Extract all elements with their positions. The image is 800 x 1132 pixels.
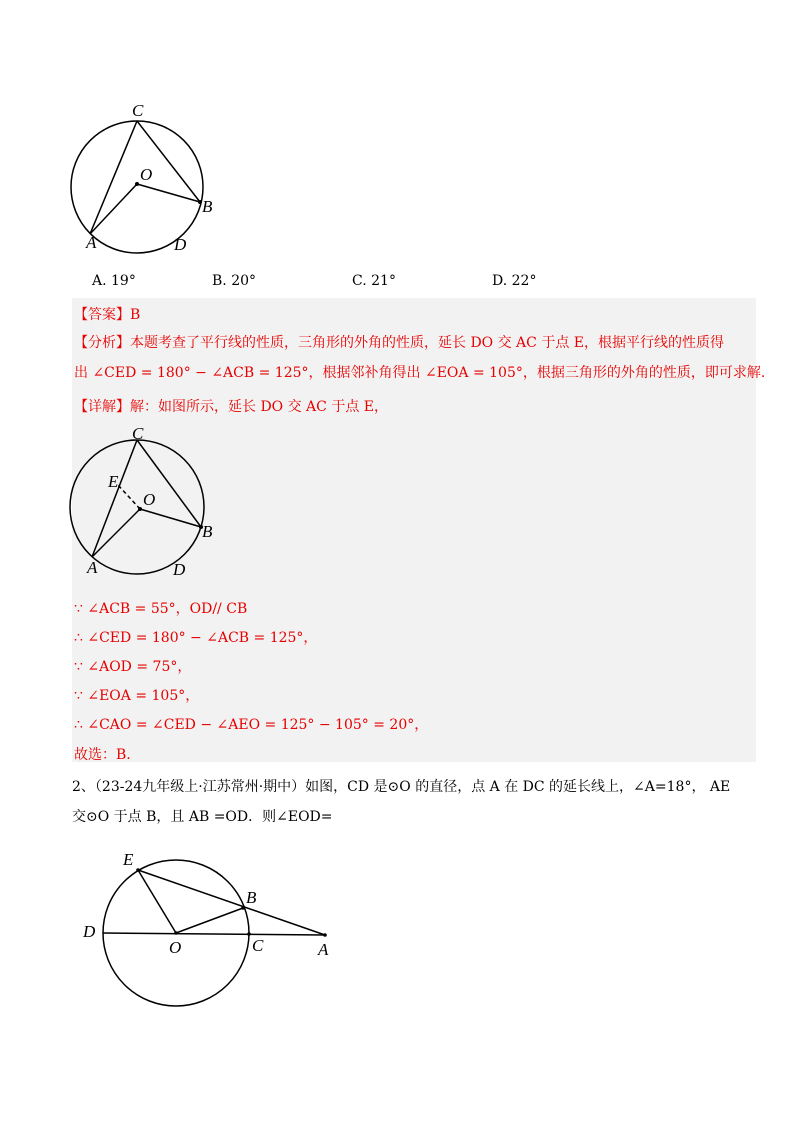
label-B: B bbox=[246, 888, 257, 907]
analysis-line-1: 【分析】本题考查了平行线的性质，三角形的外角的性质，延长 DO 交 AC 于点 E，根据平行线的性质得 bbox=[74, 335, 724, 351]
step-3: ∵ ∠AOD = 75°， bbox=[74, 659, 192, 675]
label-D: D bbox=[174, 235, 187, 254]
option-b: B. 20° bbox=[212, 273, 257, 289]
analysis-line-2: 出 ∠CED = 180° − ∠ACB = 125°，根据邻补角得出 ∠EOA = 105°，根据三角形的外角的性质，即可求解. bbox=[74, 365, 766, 381]
question-2-line-1: 2、（23-24九年级上·江苏常州·期中）如图，CD 是⊙O 的直径，点 A 在 DC 的延长线上，∠A=18°， AE bbox=[72, 779, 731, 795]
label-O: O bbox=[169, 938, 182, 957]
answer-options bbox=[92, 273, 692, 295]
label-E: E bbox=[108, 472, 119, 491]
detail-intro: 【详解】解：如图所示，延长 DO 交 AC 于点 E， bbox=[74, 399, 388, 415]
figure-circle-1 bbox=[60, 96, 240, 266]
option-d: D. 22° bbox=[492, 273, 537, 289]
label-C: C bbox=[132, 101, 144, 120]
question-2-line-2: 交⊙O 于点 B，且 AB =OD．则∠EOD= bbox=[72, 809, 333, 825]
option-a: A. 19° bbox=[92, 273, 136, 289]
label-C: C bbox=[252, 936, 264, 955]
answer-line: 【答案】B bbox=[74, 307, 141, 323]
step-5: ∴ ∠CAO = ∠CED − ∠AEO = 125° − 105° = 20°， bbox=[74, 717, 429, 733]
label-B: B bbox=[202, 197, 213, 216]
label-A: A bbox=[318, 940, 329, 959]
step-1: ∵ ∠ACB = 55°，OD// CB bbox=[74, 601, 248, 617]
label-D: D bbox=[173, 560, 186, 579]
label-B: B bbox=[202, 522, 213, 541]
step-2: ∴ ∠CED = 180° − ∠ACB = 125°， bbox=[74, 630, 318, 646]
step-4: ∵ ∠EOA = 105°， bbox=[74, 688, 200, 704]
label-D: D bbox=[83, 922, 96, 941]
conclusion: 故选：B. bbox=[74, 747, 131, 763]
label-A: A bbox=[87, 558, 98, 577]
label-O: O bbox=[143, 490, 156, 509]
figure-circle-3 bbox=[75, 845, 355, 1010]
figure-circle-2 bbox=[60, 425, 240, 585]
label-E: E bbox=[123, 850, 134, 869]
label-C: C bbox=[132, 425, 144, 443]
label-O: O bbox=[140, 165, 153, 184]
option-c: C. 21° bbox=[352, 273, 396, 289]
label-A: A bbox=[86, 233, 97, 252]
